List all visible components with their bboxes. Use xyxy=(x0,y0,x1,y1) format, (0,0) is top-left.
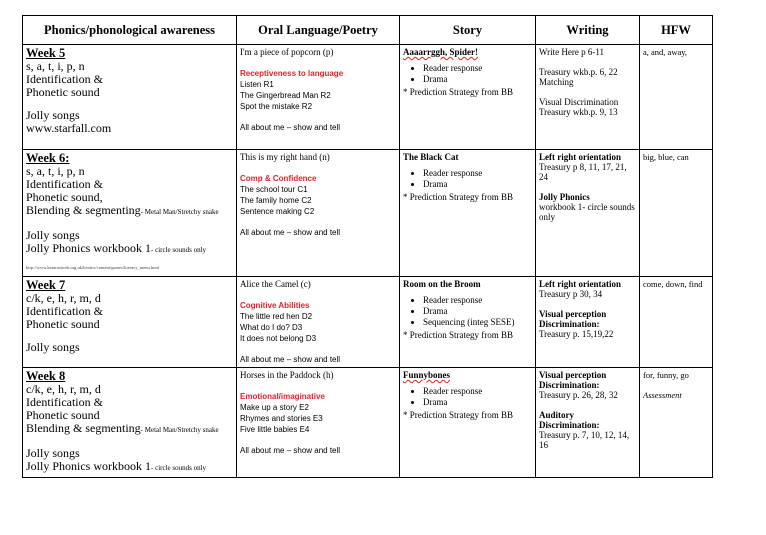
phonics-text: Blending & segmenting xyxy=(26,421,141,435)
starfall-link[interactable]: www.starfall.com xyxy=(26,121,112,135)
hfw-cell: big, blue, can xyxy=(640,150,713,277)
story-title: Room on the Broom xyxy=(403,279,481,289)
writing-line: Treasury p. 26, 28, 32 xyxy=(539,390,618,400)
oral-title: I'm a piece of popcorn (p) xyxy=(240,47,334,57)
week-label: Week 7 xyxy=(26,278,66,292)
writing-heading: Visual perception Discrimination: xyxy=(539,370,607,390)
story-bullet: • Sequencing (integ SESE) xyxy=(423,317,532,328)
phonics-line: Identification & xyxy=(26,395,103,409)
oral-title: This is my right hand (n) xyxy=(240,152,330,162)
writing-line: Write Here p 6-11 xyxy=(539,47,605,57)
phonics-line: Identification & xyxy=(26,177,103,191)
story-bullet: • Reader response xyxy=(423,63,532,74)
oral-item: Spot the mistake R2 xyxy=(240,102,313,111)
oral-item: It does not belong D3 xyxy=(240,334,317,343)
oral-end: All about me – show and tell xyxy=(240,355,341,364)
hfw-cell: come, down, find xyxy=(640,277,713,368)
oral-item: The Gingerbread Man R2 xyxy=(240,91,331,100)
oral-cell xyxy=(237,45,400,150)
phonics-line xyxy=(26,460,233,475)
story-cell xyxy=(400,368,536,478)
table-row xyxy=(23,277,713,368)
phonics-note: - circle sounds only xyxy=(151,464,207,472)
letters: s, a, t, i, p, n xyxy=(26,164,85,178)
assessment-label: Assessment xyxy=(643,390,682,400)
phonics-line: Identification & xyxy=(26,304,103,318)
oral-cell xyxy=(237,277,400,368)
writing-heading: Left right orientation xyxy=(539,152,621,162)
oral-item: The school tour C1 xyxy=(240,185,308,194)
phonics-line xyxy=(26,204,233,219)
letters: c/k, e, h, r, m, d xyxy=(26,291,101,305)
oral-title: Horses in the Paddock (h) xyxy=(240,370,334,380)
writing-cell xyxy=(536,368,640,478)
header-hfw: HFW xyxy=(640,16,713,45)
phonics-line: Jolly songs xyxy=(26,446,80,460)
oral-cell xyxy=(237,150,400,277)
phonics-line: Phonetic sound xyxy=(26,317,100,331)
story-title: The Black Cat xyxy=(403,152,459,162)
writing-cell xyxy=(536,277,640,368)
table-row xyxy=(23,368,713,478)
phonics-cell xyxy=(23,277,237,368)
hfw-cell xyxy=(640,368,713,478)
story-bullet: • Drama xyxy=(423,397,532,408)
table-row xyxy=(23,150,713,277)
oral-category: Receptiveness to language xyxy=(240,69,344,78)
phonics-note: - circle sounds only xyxy=(151,246,207,254)
story-title: Funnybones xyxy=(403,370,451,380)
oral-end: All about me – show and tell xyxy=(240,446,341,455)
phonics-line: Identification & xyxy=(26,72,103,86)
writing-cell xyxy=(536,150,640,277)
writing-line: Treasury p 8, 11, 17, 21, 24 xyxy=(539,162,627,182)
writing-heading: Left right orientation xyxy=(539,279,621,289)
phonics-cell xyxy=(23,368,237,478)
prediction-note: * Prediction Strategy from BB xyxy=(403,192,513,202)
oral-cell xyxy=(237,368,400,478)
phonics-line: Jolly songs xyxy=(26,108,80,122)
story-cell xyxy=(400,45,536,150)
phonics-text: Jolly Phonics workbook 1 xyxy=(26,459,152,473)
oral-item: What do I do? D3 xyxy=(240,323,303,332)
literacy-link[interactable]: http://www.kentrustweb.org.uk/kentict/content/games/literacy_menu.html xyxy=(26,265,160,270)
oral-end: All about me – show and tell xyxy=(240,228,341,237)
story-bullet: • Drama xyxy=(423,306,532,317)
phonics-line xyxy=(26,422,233,437)
oral-category: Cognitive Abilities xyxy=(240,301,310,310)
writing-heading: Jolly Phonics xyxy=(539,192,590,202)
header-oral: Oral Language/Poetry xyxy=(237,16,400,45)
week-label: Week 5 xyxy=(26,46,66,60)
story-cell xyxy=(400,150,536,277)
phonics-line: Phonetic sound xyxy=(26,408,100,422)
writing-line: Treasury p 30, 34 xyxy=(539,289,603,299)
prediction-note: * Prediction Strategy from BB xyxy=(403,410,513,420)
header-phonics: Phonics/phonological awareness xyxy=(23,16,237,45)
prediction-note: * Prediction Strategy from BB xyxy=(403,330,513,340)
phonics-note: - Metal Man/Stretchy snake xyxy=(140,426,219,434)
oral-item: Listen R1 xyxy=(240,80,274,89)
oral-title: Alice the Camel (c) xyxy=(240,279,311,289)
writing-line: Matching xyxy=(539,77,574,87)
oral-item: The little red hen D2 xyxy=(240,312,313,321)
phonics-line: Jolly songs xyxy=(26,228,80,242)
letters: s, a, t, i, p, n xyxy=(26,59,85,73)
story-bullet: • Drama xyxy=(423,179,532,190)
letters: c/k, e, h, r, m, d xyxy=(26,382,101,396)
story-bullet: • Reader response xyxy=(423,168,532,179)
table-row xyxy=(23,45,713,150)
story-bullet: • Reader response xyxy=(423,295,532,306)
phonics-text: Jolly Phonics workbook 1 xyxy=(26,241,152,255)
writing-line: workbook 1- circle sounds only xyxy=(539,202,635,222)
story-cell xyxy=(400,277,536,368)
oral-item: Rhymes and stories E3 xyxy=(240,414,323,423)
phonics-line: Jolly songs xyxy=(26,340,80,354)
phonics-line: Phonetic sound, xyxy=(26,190,103,204)
phonics-cell xyxy=(23,45,237,150)
phonics-text: Blending & segmenting xyxy=(26,203,141,217)
week-label: Week 6: xyxy=(26,151,70,165)
story-bullet: • Reader response xyxy=(423,386,532,397)
hfw-words: for, funny, go xyxy=(643,370,689,380)
lesson-plan-table xyxy=(22,15,713,478)
writing-line: Visual Discrimination xyxy=(539,97,619,107)
header-row xyxy=(23,16,713,45)
story-bullet: • Drama xyxy=(423,74,532,85)
oral-item: Five little babies E4 xyxy=(240,425,310,434)
writing-cell xyxy=(536,45,640,150)
oral-item: The family home C2 xyxy=(240,196,312,205)
week-label: Week 8 xyxy=(26,369,66,383)
writing-heading: Auditory Discrimination: xyxy=(539,410,600,430)
oral-category: Comp & Confidence xyxy=(240,174,317,183)
oral-end: All about me – show and tell xyxy=(240,123,341,132)
writing-line: Treasury wkb.p. 9, 13 xyxy=(539,107,618,117)
writing-line: Treasury p. 7, 10, 12, 14, 16 xyxy=(539,430,630,450)
phonics-note: - Metal Man/Stretchy snake xyxy=(140,208,219,216)
writing-heading: Visual perception Discrimination: xyxy=(539,309,607,329)
oral-item: Sentence making C2 xyxy=(240,207,315,216)
writing-line: Treasury wkb.p. 6, 22 xyxy=(539,67,618,77)
prediction-note: * Prediction Strategy from BB xyxy=(403,87,513,97)
oral-category: Emotional/imaginative xyxy=(240,392,325,401)
phonics-line: Phonetic sound xyxy=(26,85,100,99)
header-writing: Writing xyxy=(536,16,640,45)
phonics-cell xyxy=(23,150,237,277)
hfw-cell: a, and, away, xyxy=(640,45,713,150)
story-title: Aaaarrggh, Spider! xyxy=(403,47,478,57)
header-story: Story xyxy=(400,16,536,45)
writing-line: Treasury p. 15,19,22 xyxy=(539,329,614,339)
oral-item: Make up a story E2 xyxy=(240,403,309,412)
phonics-line xyxy=(26,242,233,257)
